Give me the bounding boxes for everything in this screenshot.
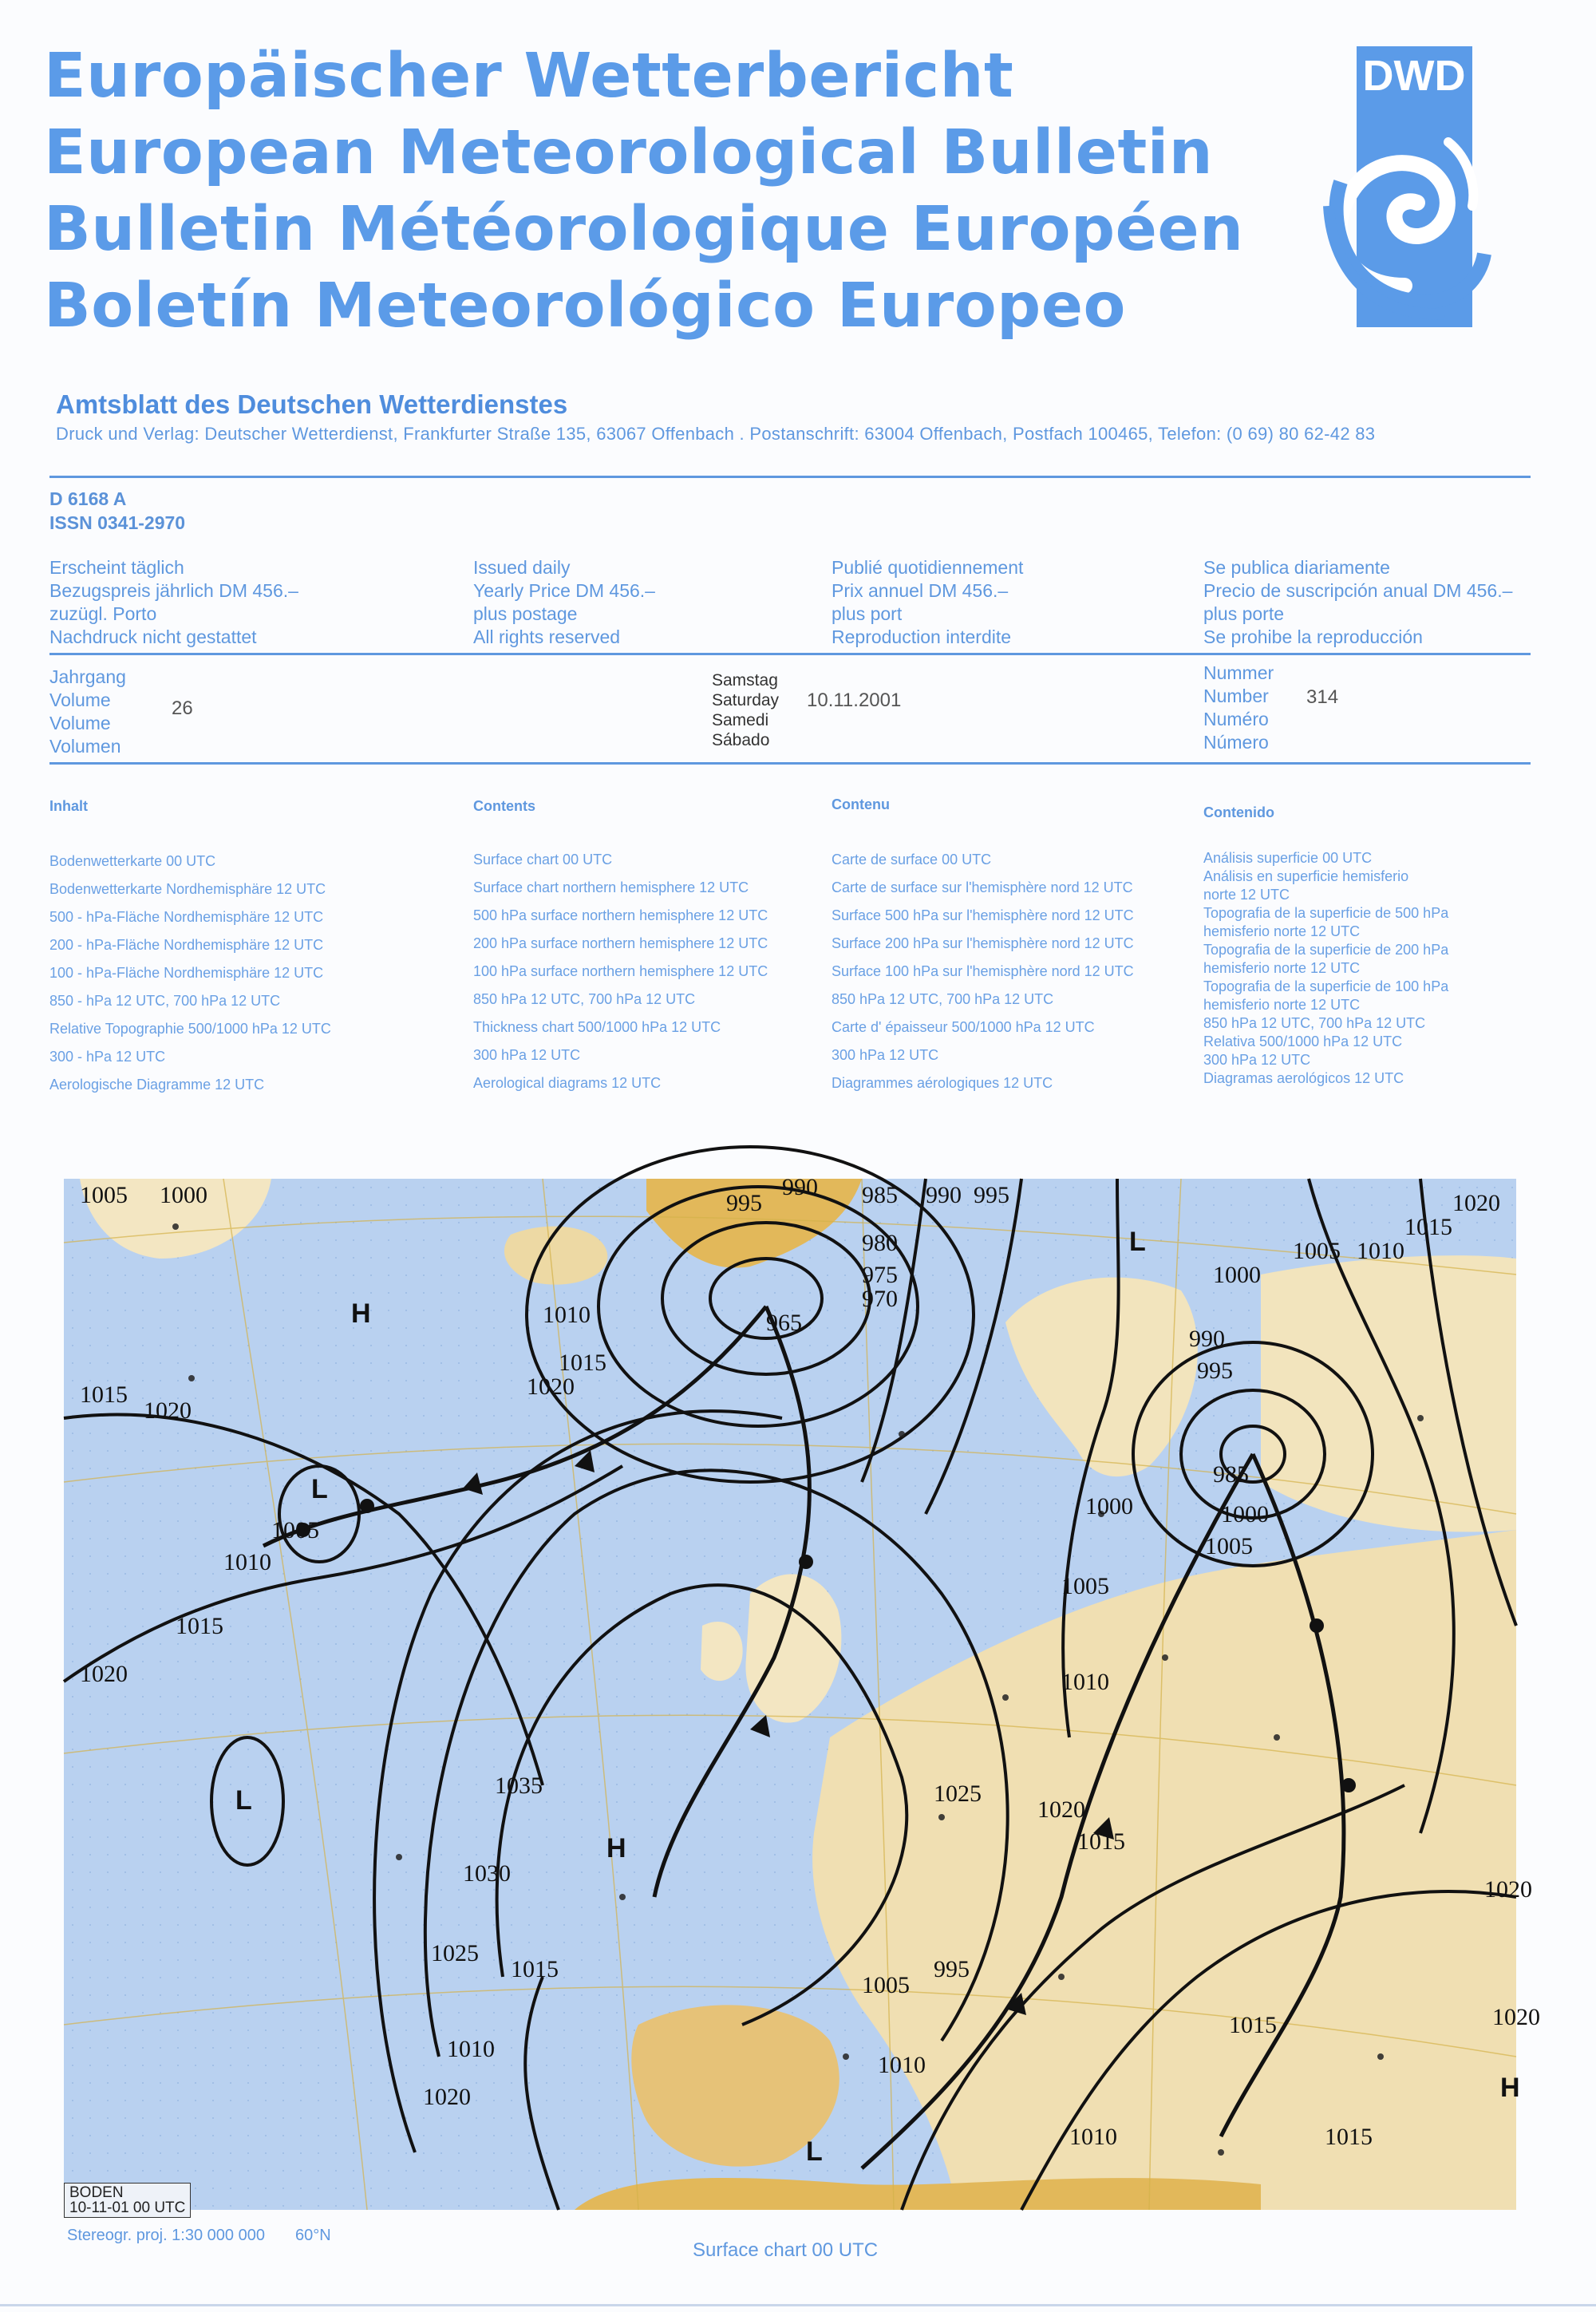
isobar-label: 1020 (1484, 1876, 1532, 1903)
list-item: 200 - hPa-Fläche Nordhemisphäre 12 UTC (49, 937, 324, 953)
list-item: hemisferio norte 12 UTC (1203, 997, 1361, 1013)
isobar-label: 1020 (423, 2084, 471, 2110)
list-item: Surface chart 00 UTC (473, 852, 613, 867)
list-item: 300 hPa 12 UTC (473, 1047, 581, 1063)
contents-heading-fr: Contenu (832, 796, 890, 812)
title-es: Boletín Meteorológico Europeo (44, 271, 1126, 342)
isobar-label: 1010 (543, 1302, 591, 1328)
list-item: 500 hPa surface northern hemisphere 12 UTC (473, 907, 768, 923)
list-item: Aerologische Diagramme 12 UTC (49, 1077, 265, 1093)
isobar-label: 995 (726, 1190, 762, 1216)
list-item: Thickness chart 500/1000 hPa 12 UTC (473, 1019, 721, 1035)
contents-list-fr (832, 846, 1134, 1097)
isobar-label: 1000 (1213, 1262, 1261, 1288)
list-item: Surface chart northern hemisphere 12 UTC (473, 879, 749, 895)
issn: ISSN 0341-2970 (49, 512, 186, 533)
contents-list-es (1203, 849, 1448, 1088)
high-pressure-label: H (1500, 2073, 1520, 2103)
publisher-imprint: Druck und Verlag: Deutscher Wetterdienst, Frankfurter Straße 135, 63067 Offenbach . Postanschrift: 63004 Offenbach, Postfach 100465, Telefon: (0 69) 80 62-42 83 (56, 424, 1376, 444)
isobar-label: 990 (1189, 1326, 1225, 1352)
isobar-label: 990 (926, 1182, 962, 1208)
isobar-label: 1000 (1221, 1501, 1269, 1528)
list-item: Aerological diagrams 12 UTC (473, 1075, 662, 1091)
isobar-label: 995 (934, 1956, 970, 1982)
isobar-label: 1015 (80, 1381, 128, 1408)
issue-date: 10.11.2001 (807, 690, 902, 711)
isobar-label: 1020 (1492, 2004, 1540, 2030)
info-column-es: Se publica diariamente Precio de suscripción anual DM 456.– plus porte Se prohibe la reproducción (1203, 557, 1513, 647)
isobar-label: 1005 (80, 1182, 128, 1208)
contents-heading-en: Contents (473, 798, 535, 814)
list-item: Carte d' épaisseur 500/1000 hPa 12 UTC (832, 1019, 1095, 1035)
list-item: Surface 500 hPa sur l'hemisphère nord 12 UTC (832, 907, 1134, 923)
isobar-label: 1035 (495, 1773, 543, 1799)
isobar-label: 1010 (1069, 2124, 1117, 2150)
list-item: 300 hPa 12 UTC (832, 1047, 939, 1063)
latitude-note: 60°N (295, 2227, 331, 2244)
list-item: Topografia de la superficie de 500 hPa (1203, 905, 1449, 921)
list-item: Surface 200 hPa sur l'hemisphère nord 12 UTC (832, 935, 1134, 951)
isobar-label: 1010 (1357, 1238, 1404, 1264)
isobar-label: 1030 (463, 1860, 511, 1887)
isobar-label: 970 (862, 1286, 898, 1312)
publication-ids (49, 487, 185, 535)
contents-list-de (49, 848, 331, 1099)
weekday-labels: Samstag Saturday Samedi Sábado (712, 671, 780, 749)
list-item: 100 - hPa-Fläche Nordhemisphäre 12 UTC (49, 965, 324, 981)
low-pressure-label: L (1129, 1227, 1146, 1257)
low-pressure-label: L (311, 1474, 328, 1504)
volume-value: 26 (172, 698, 193, 719)
low-pressure-label: L (235, 1785, 252, 1816)
isobar-label: 1020 (527, 1373, 575, 1400)
russia (1261, 1255, 1516, 1531)
list-item: Análisis en superficie hemisferio (1203, 868, 1409, 884)
divider (49, 762, 1531, 765)
list-item: 200 hPa surface northern hemisphere 12 UTC (473, 935, 768, 951)
list-item: Topografia de la superficie de 100 hPa (1203, 978, 1449, 994)
list-item: Carte de surface 00 UTC (832, 852, 992, 867)
list-item: 850 hPa 12 UTC, 700 hPa 12 UTC (473, 991, 696, 1007)
dwd-logo-icon (1309, 46, 1492, 330)
isobar-label: 995 (1197, 1358, 1233, 1384)
isobar-label: 1005 (1205, 1533, 1253, 1559)
volume-labels: Jahrgang Volume Volume Volumen (49, 666, 126, 757)
list-item: hemisferio norte 12 UTC (1203, 923, 1361, 939)
isobar-label: 1010 (878, 2052, 926, 2078)
isobar-label: 1015 (176, 1613, 223, 1639)
title-de: Europäischer Wetterbericht (44, 41, 1014, 112)
isobar-label: 1005 (1061, 1573, 1109, 1599)
map-caption: Surface chart 00 UTC (693, 2239, 879, 2261)
list-item: Relativa 500/1000 hPa 12 UTC (1203, 1033, 1403, 1049)
isobar-label: 1015 (1077, 1828, 1125, 1855)
chart-stamp: BODEN 10-11-01 00 UTC (64, 2183, 191, 2218)
list-item: Surface 100 hPa sur l'hemisphère nord 12 UTC (832, 963, 1134, 979)
isobar-label: 985 (862, 1182, 898, 1208)
list-item: hemisferio norte 12 UTC (1203, 960, 1361, 976)
list-item: 850 hPa 12 UTC, 700 hPa 12 UTC (1203, 1015, 1426, 1031)
isobar-label: 985 (1213, 1461, 1249, 1488)
list-item: Bodenwetterkarte Nordhemisphäre 12 UTC (49, 881, 326, 897)
isobar-label: 1020 (80, 1661, 128, 1687)
isobar-label: 1015 (1325, 2124, 1373, 2150)
divider (49, 653, 1531, 655)
isobar-label: 975 (862, 1262, 898, 1288)
list-item: 300 - hPa 12 UTC (49, 1049, 166, 1065)
contents-heading-de: Inhalt (49, 798, 88, 814)
isobar-label: 1015 (511, 1956, 559, 1982)
divider (49, 476, 1531, 478)
isobar-label: 1020 (1452, 1190, 1500, 1216)
list-item: norte 12 UTC (1203, 887, 1290, 903)
info-column-fr: Publié quotidiennement Prix annuel DM 456.– plus port Reproduction interdite (832, 557, 1024, 647)
page-edge (0, 2304, 1596, 2306)
list-item: Topografia de la superficie de 200 hPa (1203, 942, 1449, 958)
isobar-label: 980 (862, 1230, 898, 1256)
high-pressure-label: H (606, 1833, 626, 1863)
high-pressure-label: H (351, 1298, 371, 1329)
isobar-label: 1005 (271, 1517, 319, 1543)
isobar-label: 1020 (144, 1397, 192, 1424)
projection-note: Stereogr. proj. 1:30 000 000 (67, 2227, 265, 2244)
list-item: 300 hPa 12 UTC (1203, 1052, 1311, 1068)
isobar-label: 1025 (934, 1780, 982, 1807)
isobar-label: 990 (782, 1174, 818, 1200)
publication-code: D 6168 A (49, 488, 127, 509)
bulletin-titles (44, 38, 1289, 345)
isobar-label: 1010 (1061, 1669, 1109, 1695)
contents-heading-es: Contenido (1203, 804, 1274, 820)
list-item: Análisis superficie 00 UTC (1203, 850, 1373, 866)
logo-text: DWD (1362, 52, 1466, 100)
isobar-label: 1000 (160, 1182, 207, 1208)
list-item: 850 hPa 12 UTC, 700 hPa 12 UTC (832, 991, 1054, 1007)
list-item: Diagramas aerológicos 12 UTC (1203, 1070, 1404, 1086)
surface-weather-map (64, 1174, 1540, 2210)
isobar-label: 1000 (1085, 1493, 1133, 1520)
isobar-label: 1015 (1404, 1214, 1452, 1240)
isobar-label: 1005 (1293, 1238, 1341, 1264)
list-item: Carte de surface sur l'hemisphère nord 12 UTC (832, 879, 1133, 895)
isobar-label: 995 (974, 1182, 1009, 1208)
list-item: 850 - hPa 12 UTC, 700 hPa 12 UTC (49, 993, 281, 1009)
low-pressure-label: L (806, 2136, 823, 2167)
contents-list-en (473, 846, 768, 1097)
isobar-label: 1010 (223, 1549, 271, 1575)
official-gazette-subtitle: Amtsblatt des Deutschen Wetterdienstes (56, 389, 568, 419)
issue-number: 314 (1306, 686, 1339, 708)
list-item: Relative Topographie 500/1000 hPa 12 UTC (49, 1021, 331, 1037)
title-fr: Bulletin Météorologique Européen (44, 194, 1244, 265)
title-en: European Meteorological Bulletin (44, 117, 1214, 188)
list-item: Bodenwetterkarte 00 UTC (49, 853, 216, 869)
isobar-label: 1020 (1037, 1796, 1085, 1823)
list-item: Diagrammes aérologiques 12 UTC (832, 1075, 1053, 1091)
isobar-label: 965 (766, 1310, 802, 1336)
number-labels: Nummer Number Numéro Número (1203, 662, 1274, 753)
info-column-de: Erscheint täglich Bezugspreis jährlich DM 456.– zuzügl. Porto Nachdruck nicht gestattet (49, 557, 298, 647)
isobar-label: 1025 (431, 1940, 479, 1966)
isobar-label: 1015 (1229, 2012, 1277, 2038)
isobar-label: 1005 (862, 1972, 910, 1998)
list-item: 500 - hPa-Fläche Nordhemisphäre 12 UTC (49, 909, 324, 925)
list-item: 100 hPa surface northern hemisphere 12 UTC (473, 963, 768, 979)
info-column-en: Issued daily Yearly Price DM 456.– plus postage All rights reserved (473, 557, 655, 647)
isobar-label: 1010 (447, 2036, 495, 2062)
isobar-label: 1015 (559, 1350, 606, 1376)
